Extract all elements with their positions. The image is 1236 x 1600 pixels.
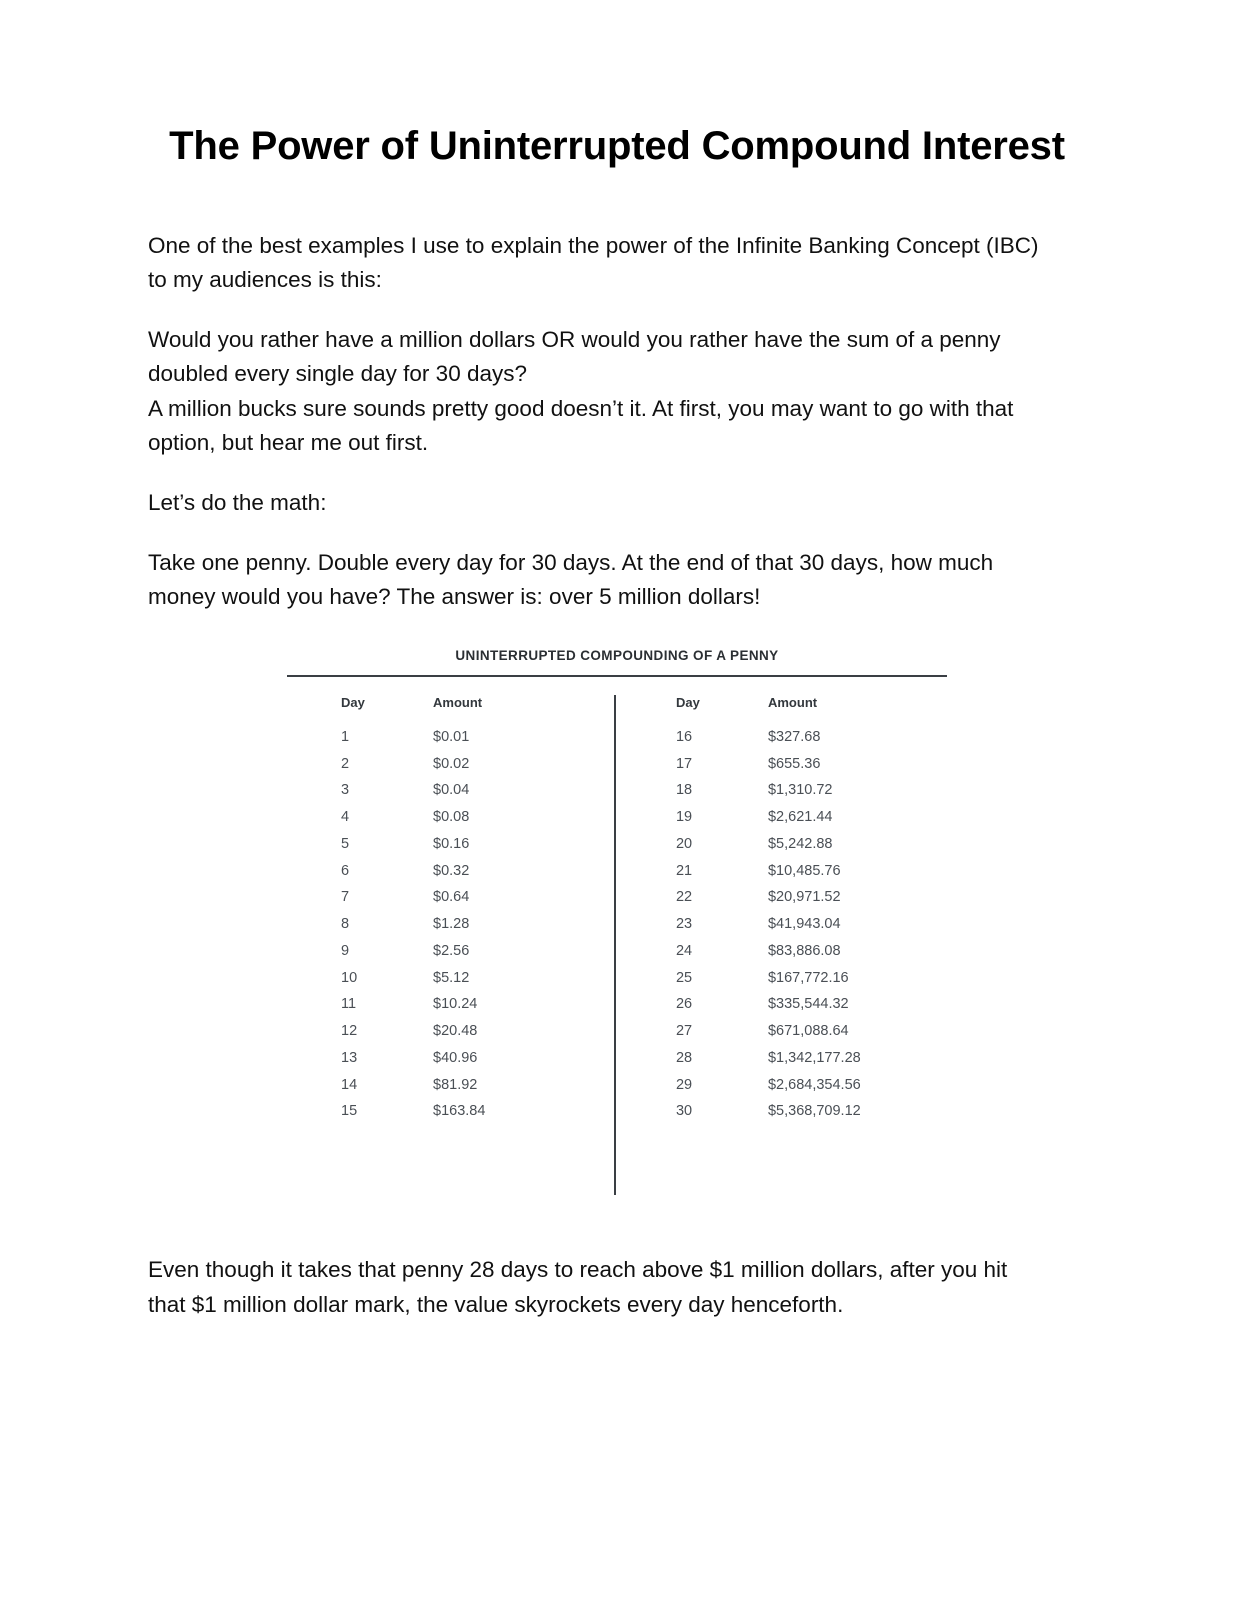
cell-day: 12 <box>341 1023 358 1040</box>
table-row <box>287 1072 612 1099</box>
cell-amount: $327.68 <box>767 728 821 745</box>
cell-day: 21 <box>675 862 693 879</box>
table-row <box>287 858 612 885</box>
cell-amount: $2,684,354.56 <box>767 1076 861 1093</box>
cell-day: 7 <box>341 889 350 906</box>
cell-amount: $40.96 <box>433 1049 478 1066</box>
figure-title: UNINTERRUPTED COMPOUNDING OF A PENNY <box>455 648 779 664</box>
table-row <box>287 938 612 965</box>
cell-day: 30 <box>675 1103 693 1120</box>
figure-vertical-divider <box>614 695 616 1195</box>
figure-top-rule <box>287 675 947 677</box>
cell-amount: $0.32 <box>433 862 470 879</box>
cell-day: 17 <box>675 755 693 772</box>
table-row <box>622 778 947 805</box>
cell-amount: $1,310.72 <box>767 782 833 799</box>
column-header-day: Day <box>341 695 365 711</box>
penny-table-right-body <box>622 724 947 1125</box>
table-header-row <box>287 695 612 724</box>
penny-table-left-body <box>287 724 612 1125</box>
cell-day: 11 <box>341 996 357 1013</box>
cell-day: 19 <box>675 809 693 826</box>
figure-left-half <box>287 695 612 1195</box>
table-row <box>622 885 947 912</box>
cell-day: 15 <box>341 1103 358 1120</box>
column-header-amount: Amount <box>433 695 483 711</box>
paragraph-question: Would you rather have a million dollars OR would you rather have the sum of a penny doubled every single day for 30 days? <box>148 327 1001 387</box>
cell-amount: $0.64 <box>433 889 470 906</box>
table-row <box>287 1045 612 1072</box>
cell-day: 4 <box>341 809 350 826</box>
cell-amount: $5,242.88 <box>767 835 833 852</box>
column-header-amount: Amount <box>767 695 818 711</box>
table-row <box>287 1099 612 1126</box>
table-row <box>622 1072 947 1099</box>
cell-day: 14 <box>341 1076 358 1093</box>
cell-day: 8 <box>341 916 350 933</box>
cell-day: 20 <box>675 835 693 852</box>
column-header-day: Day <box>675 695 700 711</box>
cell-amount: $335,544.32 <box>767 996 849 1013</box>
table-row <box>622 1019 947 1046</box>
cell-day: 10 <box>341 969 358 986</box>
cell-amount: $0.02 <box>433 755 470 772</box>
table-row <box>287 724 612 751</box>
table-row <box>287 965 612 992</box>
cell-day: 28 <box>675 1049 693 1066</box>
table-row <box>622 1045 947 1072</box>
table-row <box>287 885 612 912</box>
penny-compounding-figure <box>287 648 947 1195</box>
paragraph-million-bucks: A million bucks sure sounds pretty good doesn’t it. At first, you may want to go with that option, but hear me out first. <box>148 395 1014 455</box>
cell-amount: $10,485.76 <box>767 862 841 879</box>
cell-amount: $10.24 <box>433 996 478 1013</box>
table-row <box>287 805 612 832</box>
cell-day: 2 <box>341 755 350 772</box>
cell-amount: $671,088.64 <box>767 1023 849 1040</box>
table-row <box>622 858 947 885</box>
table-row <box>287 778 612 805</box>
table-row <box>622 992 947 1019</box>
paragraph-intro: One of the best examples I use to explain the power of the Infinite Banking Concept (IBC) to my audiences is this: <box>148 232 1039 292</box>
cell-day: 22 <box>675 889 693 906</box>
cell-day: 13 <box>341 1049 358 1066</box>
cell-day: 18 <box>675 782 693 799</box>
table-row <box>287 1019 612 1046</box>
cell-amount: $0.16 <box>433 835 470 852</box>
cell-amount: $81.92 <box>433 1076 478 1093</box>
table-row <box>622 751 947 778</box>
cell-amount: $655.36 <box>767 755 821 772</box>
table-row <box>622 1099 947 1126</box>
cell-day: 16 <box>675 728 693 745</box>
cell-amount: $41,943.04 <box>767 916 841 933</box>
cell-day: 29 <box>675 1076 693 1093</box>
table-row <box>622 805 947 832</box>
paragraph-lets-do-math: Let’s do the math: <box>148 489 327 515</box>
cell-amount: $5.12 <box>433 969 470 986</box>
figure-table-wrap <box>287 683 947 1195</box>
table-row <box>287 992 612 1019</box>
paragraph-closing: Even though it takes that penny 28 days to reach above $1 million dollars, after you hit that $1 million dollar mark, the value skyrockets every day henceforth. <box>148 1257 1008 1317</box>
page-title: The Power of Uninterrupted Compound Interest <box>169 124 1065 168</box>
cell-amount: $1,342,177.28 <box>767 1049 861 1066</box>
table-row <box>287 751 612 778</box>
cell-amount: $0.01 <box>433 728 470 745</box>
table-row <box>622 938 947 965</box>
cell-amount: $0.08 <box>433 809 470 826</box>
paragraph-take-one-penny: Take one penny. Double every day for 30 days. At the end of that 30 days, how much money would you have? The answer is: over 5 million dollars! <box>148 550 994 610</box>
cell-amount: $20,971.52 <box>767 889 841 906</box>
cell-day: 26 <box>675 996 693 1013</box>
cell-amount: $163.84 <box>433 1103 486 1120</box>
figure-right-half <box>622 695 947 1195</box>
cell-amount: $2.56 <box>433 942 470 959</box>
cell-day: 23 <box>675 916 693 933</box>
table-row <box>287 831 612 858</box>
cell-amount: $1.28 <box>433 916 470 933</box>
penny-table-left <box>287 695 612 1125</box>
cell-amount: $5,368,709.12 <box>767 1103 861 1120</box>
cell-day: 6 <box>341 862 350 879</box>
cell-day: 9 <box>341 942 350 959</box>
table-row <box>622 724 947 751</box>
cell-day: 3 <box>341 782 350 799</box>
cell-day: 27 <box>675 1023 693 1040</box>
cell-amount: $83,886.08 <box>767 942 841 959</box>
table-row <box>622 965 947 992</box>
table-row <box>622 831 947 858</box>
table-row <box>622 912 947 939</box>
cell-amount: $167,772.16 <box>767 969 849 986</box>
cell-day: 24 <box>675 942 693 959</box>
cell-amount: $0.04 <box>433 782 470 799</box>
penny-table-right <box>622 695 947 1125</box>
cell-amount: $20.48 <box>433 1023 478 1040</box>
table-header-row <box>622 695 947 724</box>
cell-day: 25 <box>675 969 693 986</box>
cell-amount: $2,621.44 <box>767 809 833 826</box>
table-row <box>287 912 612 939</box>
cell-day: 1 <box>341 728 350 745</box>
cell-day: 5 <box>341 835 350 852</box>
